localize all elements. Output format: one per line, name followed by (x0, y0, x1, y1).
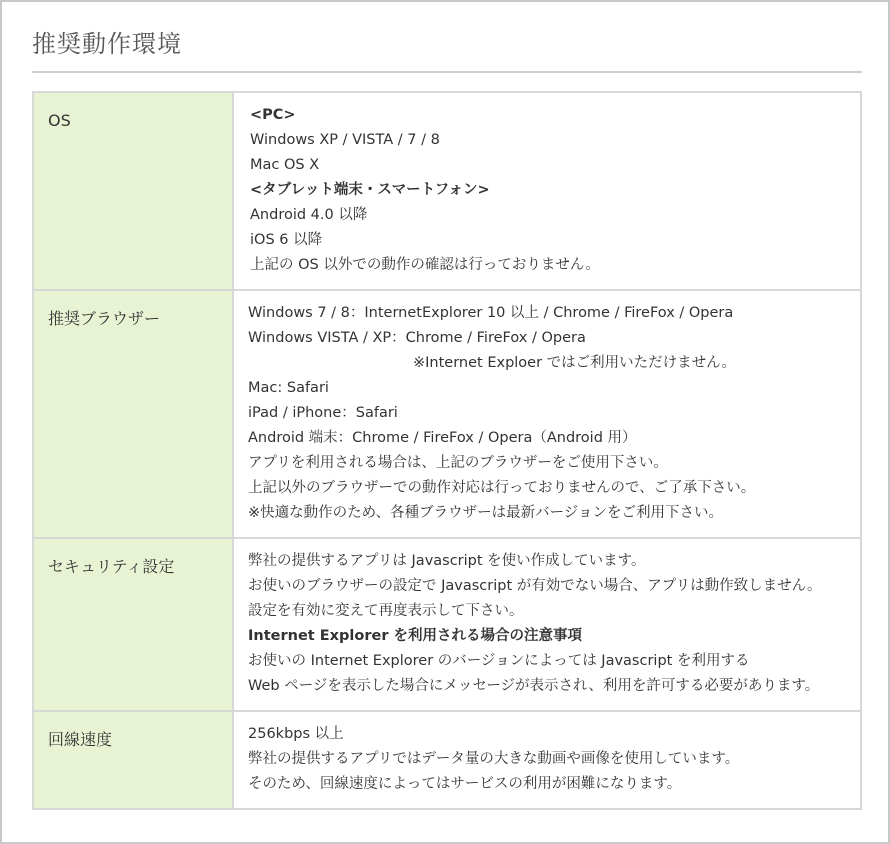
content-line: <タブレット端末・スマートフォン> (250, 182, 490, 198)
row-label-browser: 推奨ブラウザー (33, 290, 233, 538)
row-content-browser (233, 290, 861, 538)
content-line: 上記以外のブラウザーでの動作対応は行っておりませんので、ご了承下さい。 (248, 480, 756, 496)
content-line: Windows 7 / 8：InternetExplorer 10 以上 / Chrome / FireFox / Opera (248, 305, 734, 321)
row-content-speed (233, 711, 861, 809)
row-content-security (233, 538, 861, 711)
row-content-os (233, 92, 861, 290)
content-line: 設定を有効に変えて再度表示して下さい。 (248, 603, 524, 619)
table-row-security (33, 538, 861, 711)
row-label-os: OS (33, 92, 233, 290)
content-line: iPad / iPhone：Safari (248, 405, 398, 421)
content-line: 256kbps 以上 (248, 726, 344, 742)
content-line: ※快適な動作のため、各種ブラウザーは最新バージョンをご利用下さい。 (248, 505, 723, 521)
table-row-browser (33, 290, 861, 538)
content-line: お使いのブラウザーの設定で Javascript が有効でない場合、アプリは動作致しません。 (248, 578, 822, 594)
content-line: そのため、回線速度によってはサービスの利用が困難になります。 (248, 776, 682, 792)
content-line: お使いの Internet Explorer のバージョンによっては Javascript を利用する (248, 653, 750, 669)
content-line: <PC> (250, 107, 296, 123)
content-line: Mac: Safari (248, 380, 329, 396)
table-row-speed (33, 711, 861, 809)
content-line: Windows VISTA / XP：Chrome / FireFox / Opera (248, 330, 586, 346)
row-label-security: セキュリティ設定 (33, 538, 233, 711)
content-line: Windows XP / VISTA / 7 / 8 (250, 132, 440, 148)
content-line: Android 4.0 以降 (250, 207, 368, 223)
environment-table (32, 91, 862, 810)
title-divider (32, 71, 862, 73)
content-line: ※Internet Exploer ではご利用いただけません。 (413, 355, 737, 371)
content-line: Internet Explorer を利用される場合の注意事項 (248, 628, 583, 644)
row-label-speed: 回線速度 (33, 711, 233, 809)
content-line: Mac OS X (250, 157, 320, 173)
content-line: 上記の OS 以外での動作の確認は行っておりません。 (250, 257, 600, 273)
page-title: 推奨動作環境 (32, 30, 182, 58)
content-line: iOS 6 以降 (250, 232, 323, 248)
content-line: 弊社の提供するアプリではデータ量の大きな動画や画像を使用しています。 (248, 751, 740, 767)
content-line: アプリを利用される場合は、上記のブラウザーをご使用下さい。 (248, 455, 668, 471)
content-line: Android 端末：Chrome / FireFox / Opera（Android 用） (248, 430, 637, 446)
content-line: 弊社の提供するアプリは Javascript を使い作成しています。 (248, 553, 646, 569)
content-line: Web ページを表示した場合にメッセージが表示され、利用を許可する必要があります。 (248, 678, 820, 694)
table-row-os (33, 92, 861, 290)
